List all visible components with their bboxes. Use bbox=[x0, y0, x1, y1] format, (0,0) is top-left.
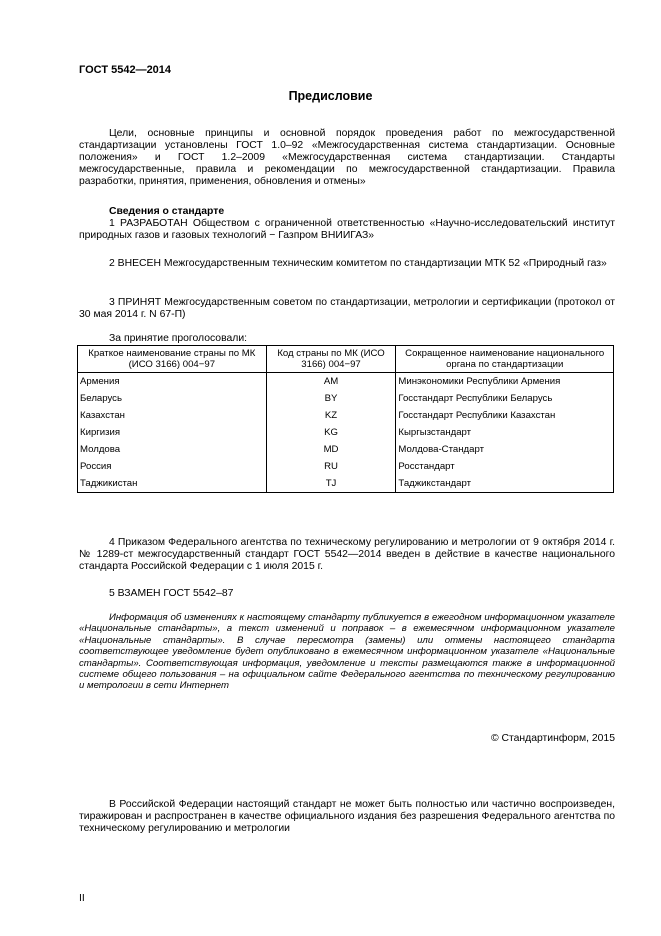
document-header: ГОСТ 5542—2014 bbox=[79, 64, 172, 76]
table-row bbox=[78, 475, 614, 493]
country-code: AM bbox=[266, 373, 396, 391]
table-row bbox=[78, 390, 614, 407]
country-code: MD bbox=[266, 441, 396, 458]
notice-paragraph: Информация об изменениях к настоящему стандарту публикуется в ежегодном информационном указателе «Национальные стандарты», а текст изменений и поправок – в ежемесячном информационном указателе «Национальные стандарты». В случае пересмотра (замены) или отмены настоящего стандарта соответствующее уведомление будет опубликовано в ежемесячном информационном указателе «Национальные стандарты». Соответствующая информация, уведомление и тексты размещаются также в информационной системе общего пользования – на официальном сайте Федерального агентства по техническому регулированию и метрологии в сети Интернет bbox=[79, 612, 615, 692]
agreement-table bbox=[77, 345, 614, 493]
standards-body: Кыргызстандарт bbox=[396, 424, 614, 441]
table-row bbox=[78, 441, 614, 458]
country-name: Россия bbox=[78, 458, 267, 475]
intro-paragraph: Цели, основные принципы и основной порядок проведения работ по межгосударственной стандартизации установлены ГОСТ 1.0–92 «Межгосударственная система стандартизации. Основные положения» и ГОСТ 1.2–2009 «Межгосударственная система стандартизации. Стандарты межгосударственные, правила и рекомендации по межгосударственной стандартизации. Правила разработки, принятия, применения, обновления и отмены» bbox=[79, 128, 615, 187]
country-name: Казахстан bbox=[78, 407, 267, 424]
standards-body: Госстандарт Республики Беларусь bbox=[396, 390, 614, 407]
table-row bbox=[78, 373, 614, 391]
header-country-code: Код страны по МК (ИСО 3166) 004−97 bbox=[266, 346, 396, 373]
table-row bbox=[78, 407, 614, 424]
info-heading: Сведения о стандарте bbox=[109, 206, 225, 217]
country-name: Армения bbox=[78, 373, 267, 391]
header-standards-body: Сокращенное наименование национального органа по стандартизации bbox=[396, 346, 614, 373]
header-country-name: Краткое наименование страны по МК (ИСО 3166) 004−97 bbox=[78, 346, 267, 373]
item-3: 3 ПРИНЯТ Межгосударственным советом по стандартизации, метрологии и сертификации (протокол от 30 мая 2014 г. N 67-П) bbox=[79, 297, 615, 320]
standards-body: Росстандарт bbox=[396, 458, 614, 475]
country-code: KG bbox=[266, 424, 396, 441]
table-header-row bbox=[78, 346, 614, 373]
item-1: 1 РАЗРАБОТАН Обществом с ограниченной ответственностью «Научно-исследовательский институт природных газов и газовых технологий − Газпром ВНИИГАЗ» bbox=[79, 218, 615, 241]
page-title: Предисловие bbox=[288, 89, 373, 103]
item-2: 2 ВНЕСЕН Межгосударственным техническим комитетом по стандартизации МТК 52 «Природный газ» bbox=[109, 258, 607, 269]
country-name: Киргизия bbox=[78, 424, 267, 441]
item-5: 5 ВЗАМЕН ГОСТ 5542–87 bbox=[109, 588, 234, 599]
table-row bbox=[78, 424, 614, 441]
item-4: 4 Приказом Федерального агентства по техническому регулированию и метрологии от 9 октября 2014 г. № 1289-ст межгосударственный стандарт ГОСТ 5542—2014 введен в действие в качестве национального стандарта Российской Федерации с 1 июля 2015 г. bbox=[79, 537, 615, 572]
country-code: TJ bbox=[266, 475, 396, 493]
page-number: II bbox=[79, 893, 85, 904]
voted-label: За принятие проголосовали: bbox=[109, 333, 248, 344]
standards-body: Молдова-Стандарт bbox=[396, 441, 614, 458]
standards-body: Таджикстандарт bbox=[396, 475, 614, 493]
country-name: Таджикистан bbox=[78, 475, 267, 493]
country-code: KZ bbox=[266, 407, 396, 424]
standards-body: Госстандарт Республики Казахстан bbox=[396, 407, 614, 424]
country-code: BY bbox=[266, 390, 396, 407]
country-name: Молдова bbox=[78, 441, 267, 458]
standards-body: Минэкономики Республики Армения bbox=[396, 373, 614, 391]
table-row bbox=[78, 458, 614, 475]
reproduction-notice: В Российской Федерации настоящий стандарт не может быть полностью или частично воспроизведен, тиражирован и распространен в качестве официального издания без разрешения Федерального агентства по техническому регулированию и метрологии bbox=[79, 799, 615, 834]
copyright: © Стандартинформ, 2015 bbox=[490, 733, 615, 744]
country-code: RU bbox=[266, 458, 396, 475]
country-name: Беларусь bbox=[78, 390, 267, 407]
